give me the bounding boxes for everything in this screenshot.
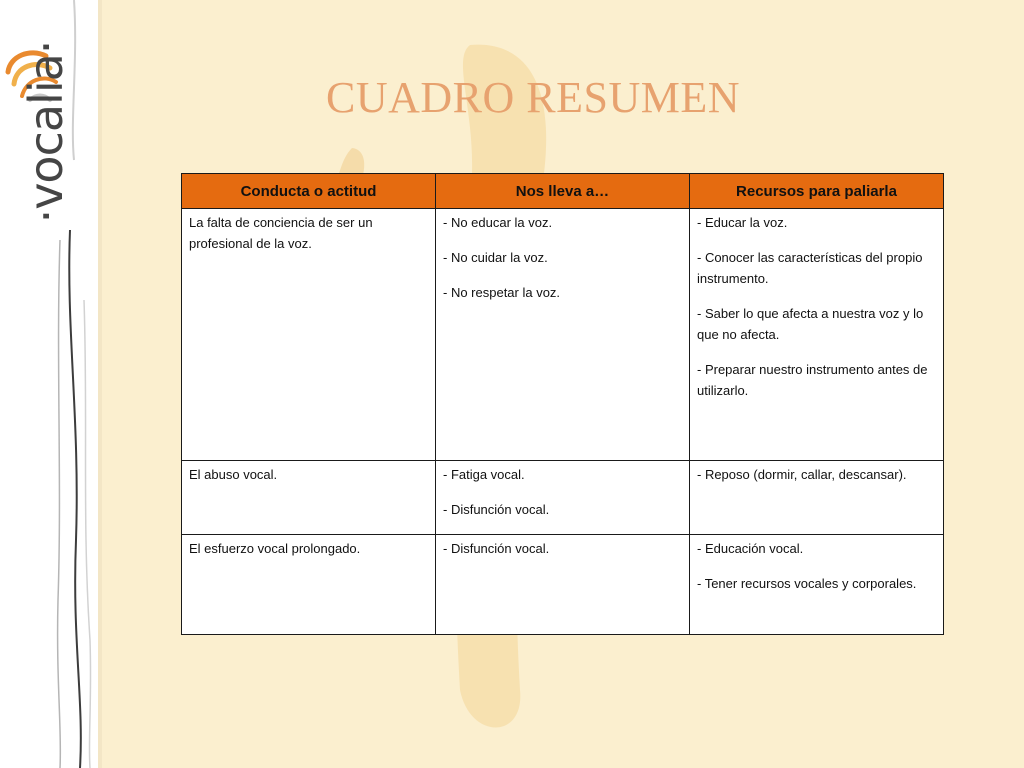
logo-wordmark: ·vocalia·	[19, 40, 73, 224]
cell-recursos	[690, 535, 944, 635]
table-header-row	[182, 174, 944, 209]
cell-nos-lleva	[436, 461, 690, 535]
list-item: - Disfunción vocal.	[443, 541, 550, 556]
list-item: - Disfunción vocal.	[443, 502, 550, 517]
logo	[0, 0, 102, 768]
list-item: - Reposo (dormir, callar, descansar).	[697, 467, 907, 482]
table-row	[182, 461, 944, 535]
list-item: - Educación vocal.	[697, 541, 804, 556]
list-item: - Preparar nuestro instrumento antes de utilizarlo.	[697, 362, 928, 398]
cell-text: La falta de conciencia de ser un profesional de la voz.	[189, 215, 373, 251]
list-item: - No educar la voz.	[443, 215, 553, 230]
list-item: - Educar la voz.	[697, 215, 788, 230]
cell-nos-lleva	[436, 209, 690, 461]
column-header-nos-lleva: Nos lleva a…	[436, 174, 690, 209]
cell-nos-lleva	[436, 535, 690, 635]
list-item: - No respetar la voz.	[443, 285, 561, 300]
list-item: - No cuidar la voz.	[443, 250, 548, 265]
page-title: CUADRO RESUMEN	[326, 73, 741, 122]
cell-conducta	[182, 461, 436, 535]
list-item: - Fatiga vocal.	[443, 467, 525, 482]
cell-conducta	[182, 209, 436, 461]
list-item: - Tener recursos vocales y corporales.	[697, 576, 917, 591]
cell-recursos	[690, 209, 944, 461]
cell-recursos	[690, 461, 944, 535]
table-row	[182, 535, 944, 635]
cell-text: El esfuerzo vocal prolongado.	[189, 541, 361, 556]
summary-table	[181, 173, 944, 635]
cell-text: El abuso vocal.	[189, 467, 278, 482]
column-header-recursos: Recursos para paliarla	[690, 174, 944, 209]
list-item: - Conocer las características del propio instrumento.	[697, 250, 923, 286]
table-row	[182, 209, 944, 461]
column-header-conducta: Conducta o actitud	[182, 174, 436, 209]
list-item: - Saber lo que afecta a nuestra voz y lo que no afecta.	[697, 306, 924, 342]
cell-conducta	[182, 535, 436, 635]
